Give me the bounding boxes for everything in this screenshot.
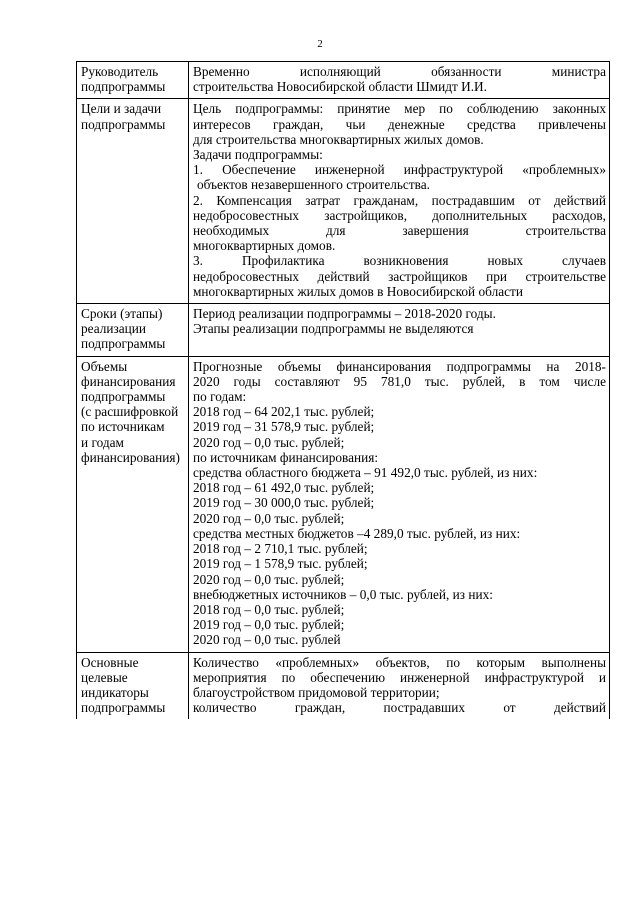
content-line: 2020 годы составляют 95 781,0 тыс. рублей, в том числе [193, 373, 606, 389]
content-line: многоквартирных жилых домов в Новосибирской области [193, 283, 523, 299]
content-line: Задачи подпрограммы: [193, 147, 323, 163]
row-label-line: по источникам [81, 419, 165, 435]
content-line: по источникам финансирования: [193, 449, 379, 465]
content-line: необходимых для завершения строительства [193, 223, 606, 239]
table-row [77, 62, 610, 99]
content-line: объектов незавершенного строительства. [197, 177, 430, 193]
content-line: 2019 год – 31 578,9 тыс. рублей; [193, 419, 375, 435]
content-line: для строительства многоквартирных жилых домов. [193, 131, 484, 147]
content-line: Этапы реализации подпрограммы не выделяются [193, 321, 474, 337]
content-line: 2019 год – 1 578,9 тыс. рублей; [193, 556, 368, 572]
content-line: недобросовестных действий застройщиков при строительстве [193, 268, 606, 284]
content-line: 2018 год – 64 202,1 тыс. рублей; [193, 404, 375, 420]
content-line: 2018 год – 61 492,0 тыс. рублей; [193, 480, 375, 496]
row-label-line: подпрограммы [81, 336, 166, 352]
content-line: 2019 год – 30 000,0 тыс. рублей; [193, 495, 375, 511]
content-line: 2020 год – 0,0 тыс. рублей [193, 632, 341, 648]
content-line: мероприятия по обеспечению инженерной инфраструктурой и [193, 669, 606, 685]
row-label-cell [77, 356, 189, 652]
content-line: внебюджетных источников – 0,0 тыс. рублей, из них: [193, 586, 493, 602]
content-line: интересов граждан, чьи денежные средства привлечены [193, 116, 606, 132]
content-line: недобросовестных застройщиков, дополнительных расходов, [193, 207, 606, 223]
row-label-line: Основные [81, 654, 139, 670]
row-label-line: реализации [81, 321, 146, 337]
row-label-line: финансирования [81, 373, 176, 389]
row-label-line: индикаторы [81, 684, 149, 700]
row-label-line: подпрограммы [81, 116, 166, 132]
content-line: 2018 год – 2 710,1 тыс. рублей; [193, 541, 368, 557]
content-line: количество граждан, пострадавших от действий [193, 700, 606, 716]
row-label-line: Объемы [81, 358, 128, 374]
content-line: по годам: [193, 389, 247, 405]
content-line: 3. Профилактика возникновения новых случаев [193, 253, 606, 269]
page-number: 2 [317, 38, 323, 50]
content-line: 2020 год – 0,0 тыс. рублей; [193, 571, 345, 587]
row-label-cell [77, 99, 189, 304]
row-content-cell [189, 304, 610, 357]
row-label-line: финансирования) [81, 449, 180, 465]
row-content-cell [189, 652, 610, 719]
row-label-line: Сроки (этапы) [81, 306, 163, 322]
subprogram-passport-table [76, 61, 610, 719]
content-line: 2018 год – 0,0 тыс. рублей; [193, 601, 345, 617]
table-row [77, 304, 610, 357]
row-label-line: и годам [81, 434, 124, 450]
row-label-line: подпрограммы [81, 79, 166, 95]
content-line: 2019 год – 0,0 тыс. рублей; [193, 617, 345, 633]
row-label-line: Руководитель [81, 64, 159, 79]
row-content-cell [189, 99, 610, 304]
row-content-cell [189, 62, 610, 99]
content-line: Цель подпрограммы: принятие мер по соблюдению законных [193, 101, 606, 117]
row-label-line: Цели и задачи [81, 101, 162, 117]
row-label-cell [77, 62, 189, 99]
row-label-line: подпрограммы [81, 700, 166, 716]
content-line: 2020 год – 0,0 тыс. рублей; [193, 510, 345, 526]
row-label-line: подпрограммы [81, 389, 166, 405]
row-label-cell [77, 304, 189, 357]
content-line: 1. Обеспечение инженерной инфраструктурой «проблемных» [193, 162, 606, 178]
table-row [77, 99, 610, 304]
content-line: Количество «проблемных» объектов, по которым выполнены [193, 654, 606, 670]
content-line: средства местных бюджетов –4 289,0 тыс. рублей, из них: [193, 525, 521, 541]
content-line: Период реализации подпрограммы – 2018-2020 годы. [193, 306, 496, 322]
content-line: строительства Новосибирской области Шмидт И.И. [193, 79, 487, 95]
content-line: 2. Компенсация затрат гражданам, пострадавшим от действий [193, 192, 606, 208]
row-label-cell [77, 652, 189, 719]
content-line: благоустройством придомовой территории; [193, 684, 440, 700]
content-line: 2020 год – 0,0 тыс. рублей; [193, 434, 345, 450]
row-label-line: целевые [81, 669, 128, 685]
content-line: средства областного бюджета – 91 492,0 тыс. рублей, из них: [193, 465, 538, 481]
table-row [77, 356, 610, 652]
content-line: многоквартирных домов. [193, 238, 336, 254]
row-label-line: (с расшифровкой [81, 404, 179, 420]
content-line: Временно исполняющий обязанности министра [193, 64, 606, 79]
table-row [77, 652, 610, 719]
content-line: Прогнозные объемы финансирования подпрограммы на 2018- [193, 358, 606, 374]
row-content-cell [189, 356, 610, 652]
